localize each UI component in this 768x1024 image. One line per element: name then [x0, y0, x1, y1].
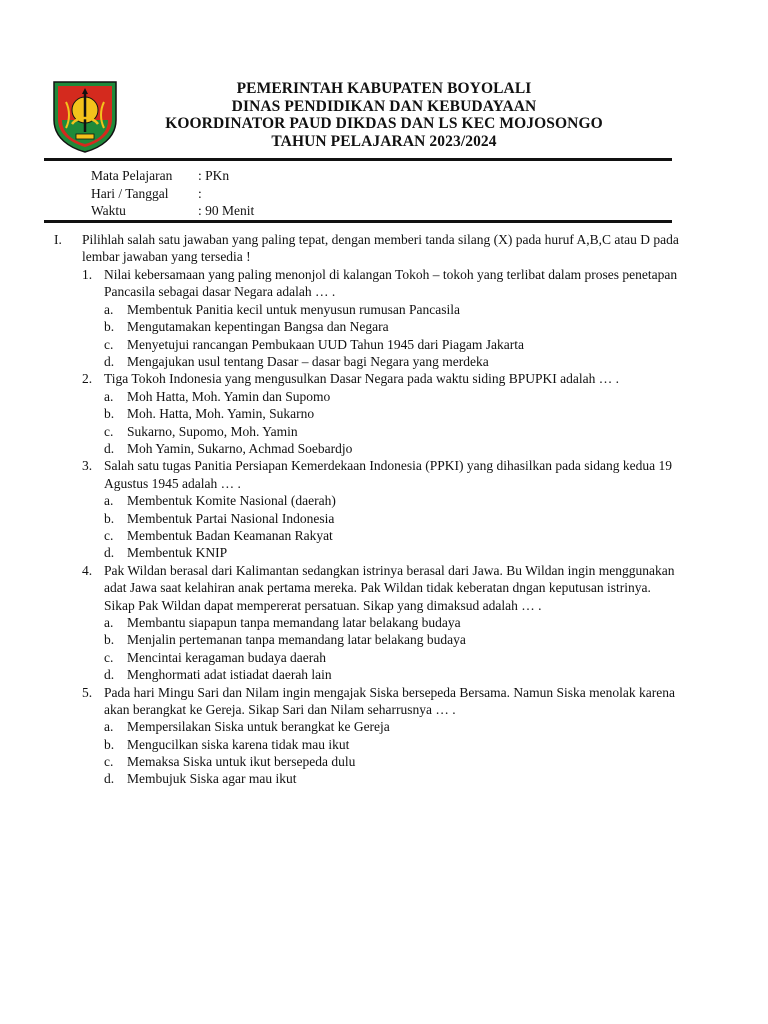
- question-number: 4.: [82, 562, 93, 578]
- answer-option: [0, 649, 768, 666]
- answer-option: [0, 492, 768, 509]
- option-text: Moh. Hatta, Moh. Yamin, Sukarno: [127, 406, 315, 422]
- option-text: Menghormati adat istiadat daerah lain: [127, 667, 332, 683]
- boyolali-regency-emblem-icon: [52, 80, 118, 154]
- option-letter: a.: [104, 493, 114, 509]
- option-text: Membantu siapapun tanpa memandang latar belakang budaya: [127, 614, 461, 630]
- question-list: [0, 266, 768, 788]
- option-letter: a.: [104, 388, 114, 404]
- option-letter: d.: [104, 353, 115, 369]
- answer-option: [0, 336, 768, 353]
- answer-option: [0, 666, 768, 683]
- header-divider-top: [44, 158, 672, 161]
- section-numeral: I.: [54, 232, 62, 247]
- answer-option: [0, 353, 768, 370]
- letterhead-line: TAHUN PELAJARAN 2023/2024: [271, 132, 497, 150]
- exam-info-label: Hari / Tanggal: [91, 185, 169, 201]
- exam-info-label: Waktu: [91, 203, 126, 218]
- exam-info-label: Mata Pelajaran: [91, 168, 173, 183]
- answer-option: [0, 736, 768, 753]
- answer-option: [0, 614, 768, 631]
- question-item: [0, 457, 768, 561]
- answer-option: [0, 405, 768, 422]
- option-letter: c.: [104, 527, 114, 543]
- answer-option: [0, 440, 768, 457]
- exam-info-row: [91, 202, 254, 220]
- section-instruction: [0, 231, 768, 266]
- option-text: Membentuk Badan Keamanan Rakyat: [127, 527, 333, 543]
- option-text: Membentuk Partai Nasional Indonesia: [127, 510, 335, 526]
- answer-option: [0, 527, 768, 544]
- question-item: [0, 370, 768, 457]
- option-letter: c.: [104, 423, 114, 439]
- answer-option: [0, 388, 768, 405]
- answer-option: [0, 544, 768, 561]
- question-number: 3.: [82, 458, 93, 474]
- answer-option: [0, 423, 768, 440]
- header-divider-bottom: [44, 220, 672, 223]
- option-letter: b.: [104, 319, 115, 335]
- letterhead: [120, 80, 648, 150]
- option-letter: d.: [104, 440, 115, 456]
- exam-info-row: [91, 185, 254, 203]
- letterhead-line: KOORDINATOR PAUD DIKDAS DAN LS KEC MOJOSONGO: [165, 115, 603, 132]
- answer-option: [0, 753, 768, 770]
- option-letter: a.: [104, 301, 114, 317]
- question-number: 2.: [82, 371, 93, 387]
- option-text: Moh Hatta, Moh. Yamin dan Supomo: [127, 388, 331, 404]
- option-letter: b.: [104, 510, 115, 526]
- question-item: [0, 562, 768, 684]
- question-text: Pada hari Mingu Sari dan Nilam ingin mengajak Siska bersepeda Bersama. Namun Siska menolak karena akan berangkat ke Gereja. Sikap Sari dan Nilam seharrusnya … .: [104, 684, 675, 717]
- question-text: Tiga Tokoh Indonesia yang mengusulkan Dasar Negara pada waktu siding BPUPKI adalah … .: [104, 371, 619, 387]
- option-letter: b.: [104, 632, 115, 648]
- option-text: Membentuk Komite Nasional (daerah): [127, 493, 336, 509]
- option-letter: a.: [104, 719, 114, 735]
- question-section: [0, 231, 768, 788]
- question-text: Pak Wildan berasal dari Kalimantan sedangkan istrinya berasal dari Jawa. Bu Wildan ingin menggunakan adat Jawa saat kelahiran anak pertama mereka. Pak Wildan tidak keberatan dngan keputusan istrinya. Sikap Pak Wildan dapat mempererat persatuan. Sikap yang dimaksud adalah … .: [104, 562, 675, 613]
- option-letter: b.: [104, 406, 115, 422]
- option-text: Menyetujui rancangan Pembukaan UUD Tahun 1945 dari Piagam Jakarta: [127, 336, 524, 352]
- instruction-text: Pilihlah salah satu jawaban yang paling tepat, dengan memberi tanda silang (X) pada huruf A,B,C atau D pada lembar jawaban yang tersedia !: [82, 232, 679, 265]
- option-text: Mencintai keragaman budaya daerah: [127, 649, 327, 665]
- letterhead-line: DINAS PENDIDIKAN DAN KEBUDAYAAN: [231, 97, 537, 115]
- answer-option: [0, 631, 768, 648]
- option-text: Mengajukan usul tentang Dasar – dasar bagi Negara yang merdeka: [127, 353, 489, 369]
- answer-option: [0, 718, 768, 735]
- exam-info-value: : PKn: [198, 168, 230, 183]
- option-letter: b.: [104, 736, 115, 752]
- question-item: [0, 266, 768, 370]
- option-text: Membujuk Siska agar mau ikut: [127, 771, 297, 787]
- question-text: Nilai kebersamaan yang paling menonjol di kalangan Tokoh – tokoh yang terlibat dalam proses penetapan Pancasila sebagai dasar Negara adalah … .: [104, 267, 678, 300]
- option-letter: c.: [104, 649, 114, 665]
- option-letter: a.: [104, 614, 114, 630]
- exam-info-value: : 90 Menit: [198, 203, 255, 218]
- answer-option: [0, 318, 768, 335]
- question-number: 1.: [82, 267, 93, 282]
- exam-info-value: :: [198, 185, 202, 201]
- option-text: Mengucilkan siska karena tidak mau ikut: [127, 736, 350, 752]
- answer-option: [0, 510, 768, 527]
- option-letter: d.: [104, 771, 115, 787]
- option-text: Sukarno, Supomo, Moh. Yamin: [127, 423, 298, 439]
- answer-option: [0, 301, 768, 318]
- option-letter: d.: [104, 667, 115, 683]
- question-text: Salah satu tugas Panitia Persiapan Kemerdekaan Indonesia (PPKI) yang dihasilkan pada sidang kedua 19 Agustus 1945 adalah … .: [104, 458, 672, 491]
- answer-option: [0, 770, 768, 787]
- option-text: Mengutamakan kepentingan Bangsa dan Negara: [127, 319, 389, 335]
- option-letter: d.: [104, 545, 115, 561]
- option-text: Mempersilakan Siska untuk berangkat ke Gereja: [127, 719, 390, 735]
- option-text: Memaksa Siska untuk ikut bersepeda dulu: [127, 754, 356, 770]
- question-number: 5.: [82, 684, 93, 700]
- exam-info: [91, 167, 254, 220]
- option-text: Menjalin pertemanan tanpa memandang latar belakang budaya: [127, 632, 466, 648]
- letterhead-line: PEMERINTAH KABUPATEN BOYOLALI: [236, 80, 532, 97]
- option-text: Moh Yamin, Sukarno, Achmad Soebardjo: [127, 440, 353, 456]
- option-text: Membentuk KNIP: [127, 545, 228, 561]
- option-letter: c.: [104, 754, 114, 770]
- exam-info-row: [91, 167, 254, 185]
- question-item: [0, 684, 768, 788]
- option-text: Membentuk Panitia kecil untuk menyusun rumusan Pancasila: [127, 301, 460, 317]
- option-letter: c.: [104, 336, 114, 352]
